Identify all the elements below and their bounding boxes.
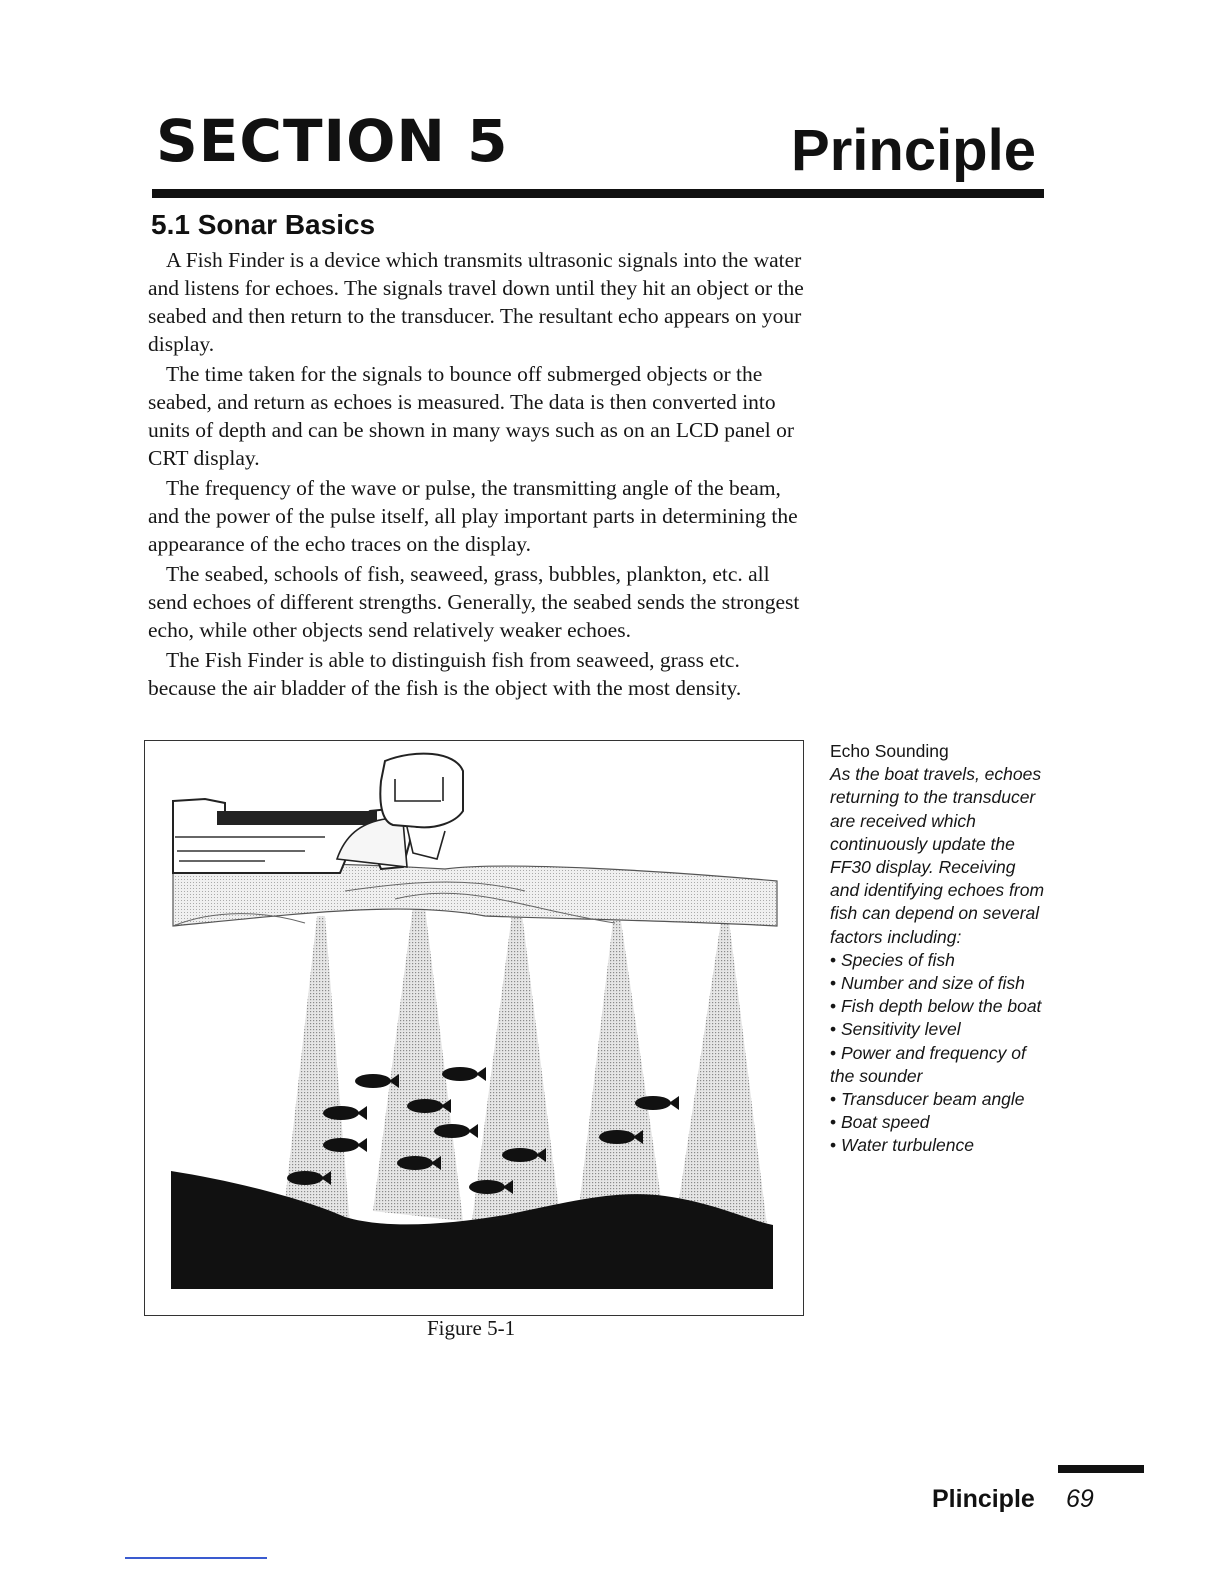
fish: [442, 1067, 486, 1081]
sonar-beams: [285, 891, 767, 1241]
sidebar-text: As the boat travels, echoes returning to the transducer are received which continuously update the FF30 display. Receiving and identifying echoes from fish can depend on several factors including:: [830, 764, 1045, 947]
section-title: Principle: [791, 118, 1036, 183]
list-item: • Transducer beam angle: [830, 1088, 1045, 1111]
list-item: • Water turbulence: [830, 1134, 1045, 1157]
sidebar-note: [830, 740, 1045, 1158]
list-item: • Species of fish: [830, 949, 1045, 972]
paragraph: The frequency of the wave or pulse, the transmitting angle of the beam, and the power of the pulse itself, all play important parts in determining the appearance of the echo traces on the display.: [148, 476, 798, 556]
page-number: 69: [1066, 1485, 1094, 1513]
figure-sonar-illustration: [144, 740, 804, 1316]
list-item: • Fish depth below the boat: [830, 995, 1045, 1018]
paragraph: The time taken for the signals to bounce off submerged objects or the seabed, and return as echoes is measured. The data is then converted into units of depth and can be shown in many ways such as on an LCD panel or CRT display.: [148, 362, 795, 470]
bottom-line: [125, 1557, 267, 1559]
section-label: SECTION 5: [156, 107, 509, 175]
list-item: • Sensitivity level: [830, 1018, 1045, 1041]
paragraph: The seabed, schools of fish, seaweed, grass, bubbles, plankton, etc. all send echoes of different strengths. Generally, the seabed sends the strongest echo, while other objects send relatively weaker echoes.: [148, 562, 800, 642]
header-rule: [152, 189, 1044, 198]
sonar-diagram: [145, 741, 802, 1314]
paragraph: The Fish Finder is able to distinguish fish from seaweed, grass etc. because the air bladder of the fish is the object with the most density.: [148, 648, 742, 700]
subsection-title: 5.1 Sonar Basics: [151, 209, 376, 240]
body-text: [148, 246, 813, 704]
figure-caption: Figure 5-1: [427, 1316, 516, 1340]
list-item: • Boat speed: [830, 1111, 1045, 1134]
factor-list: [830, 949, 1045, 1158]
sonar-beam: [373, 891, 463, 1221]
footer-bar: [1058, 1465, 1144, 1473]
list-item: • Power and frequency of the sounder: [830, 1042, 1045, 1088]
footer-title: Plinciple: [932, 1485, 1035, 1513]
list-item: • Number and size of fish: [830, 972, 1045, 995]
sonar-beam: [675, 921, 767, 1226]
sonar-beam: [575, 921, 665, 1241]
fish: [323, 1138, 367, 1152]
fish: [323, 1106, 367, 1120]
fish: [434, 1124, 478, 1138]
boat: [173, 754, 463, 873]
fish: [635, 1096, 679, 1110]
paragraph: A Fish Finder is a device which transmits ultrasonic signals into the water and listens for echoes. The signals travel down until they hit an object or the seabed and then return to the transducer. The resultant echo appears on your display.: [148, 248, 804, 356]
sidebar-title: Echo Sounding: [830, 741, 949, 761]
